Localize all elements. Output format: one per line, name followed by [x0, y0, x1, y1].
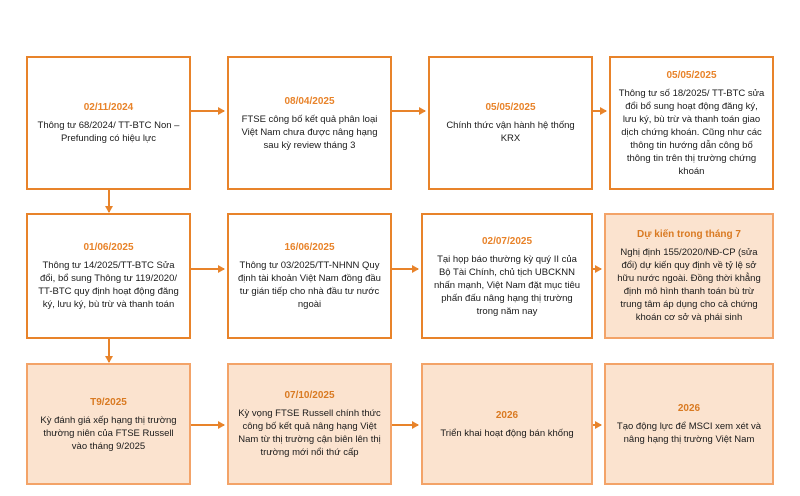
connector-r2c2-r2c3 [392, 268, 418, 270]
timeline-card-r2c4[interactable] [604, 213, 774, 339]
timeline-card-r1c4[interactable] [609, 56, 774, 190]
card-text: Chính thức vận hành hệ thống KRX [446, 120, 575, 144]
timeline-card-r2c3[interactable] [421, 213, 593, 339]
card-date: Dự kiến trong tháng 7 [637, 229, 741, 240]
card-date: 2026 [677, 403, 701, 414]
connector-r1-to-r2-arrow [108, 190, 110, 212]
connector-r2-to-r3-arrow [108, 339, 110, 362]
connector-r3c1-r3c2 [191, 424, 224, 426]
card-date: 08/04/2025 [284, 95, 335, 107]
card-text: Thông tư 14/2025/TT-BTC Sửa đổi, bổ sung Thông tư 119/2020/ TT-BTC quy định hoạt động đăng ký, lưu ký, bù trừ và thanh toán [38, 260, 179, 310]
timeline-card-r1c1[interactable] [26, 56, 191, 190]
card-text: Nghị định 155/2020/NĐ-CP (sửa đổi) dự kiến quy định về tỷ lệ sở hữu nước ngoài. Đồng thời khẳng định mô hình thanh toán bù trừ trung tâm áp dụng cho cả chứng khoán cơ sở và phái sinh [617, 247, 761, 323]
card-text: Kỳ vọng FTSE Russell chính thức công bố kết quả nâng hạng Việt Nam từ thị trường cận biên lên thị trường mới nổi thứ cấp [238, 408, 381, 458]
timeline-card-r1c3[interactable] [428, 56, 593, 190]
card-date: 05/05/2025 [485, 102, 536, 113]
card-text: Triển khai hoạt động bán khống [440, 427, 574, 439]
card-date: 02/11/2024 [83, 102, 134, 113]
card-date: T9/2025 [90, 396, 127, 408]
card-date: 2026 [495, 409, 519, 421]
connector-r1c2-r1c3 [392, 110, 425, 112]
connector-r1c3-r1c4 [593, 110, 606, 112]
timeline-card-r2c1[interactable] [26, 213, 191, 339]
card-date: 07/10/2025 [284, 390, 335, 401]
card-text: FTSE công bố kết quả phân loại Việt Nam chưa được nâng hạng sau kỳ review tháng 3 [241, 113, 378, 151]
card-text: Thông tư số 18/2025/ TT-BTC sửa đổi bổ sung hoạt động đăng ký, lưu ký, bù trừ và thanh toán giao dịch chứng khoán. Cũng như các thông tin hướng dẫn công bố thông tin trên thị trường chứng khoán [618, 87, 765, 177]
connector-r1c1-r1c2 [191, 110, 224, 112]
card-date: 01/06/2025 [83, 242, 134, 253]
card-date: 02/07/2025 [481, 235, 533, 247]
timeline-card-r2c2[interactable] [227, 213, 392, 339]
connector-r3c3-r3c4 [593, 424, 601, 426]
connector-r2c3-r2c4 [593, 268, 601, 270]
card-text: Thông tư 03/2025/TT-NHNN Quy định tài khoản Việt Nam đồng đầu tư gián tiếp cho nhà đầu tư nước ngoài [238, 260, 381, 310]
card-text: Kỳ đánh giá xếp hạng thị trường thường niên của FTSE Russell vào tháng 9/2025 [40, 414, 177, 452]
card-date: 16/06/2025 [284, 242, 335, 253]
timeline-card-r3c2[interactable] [227, 363, 392, 485]
card-text: Thông tư 68/2024/ TT-BTC Non – Prefunding có hiệu lực [37, 120, 180, 144]
timeline-card-r3c1[interactable] [26, 363, 191, 485]
card-text: Tại họp báo thường kỳ quý II của Bộ Tài Chính, chủ tịch UBCKNN nhấn mạnh, Việt Nam đặt mục tiêu phấn đấu nâng hạng thị trường trong năm nay [433, 253, 581, 317]
timeline-card-r3c3[interactable] [421, 363, 593, 485]
card-text: Tạo động lực để MSCI xem xét và nâng hạng thị trường Việt Nam [616, 421, 762, 445]
timeline-card-r3c4[interactable] [604, 363, 774, 485]
timeline-card-r1c2[interactable] [227, 56, 392, 190]
connector-r3c2-r3c3 [392, 424, 418, 426]
connector-r2c1-r2c2 [191, 268, 224, 270]
card-date: 05/05/2025 [666, 69, 717, 81]
